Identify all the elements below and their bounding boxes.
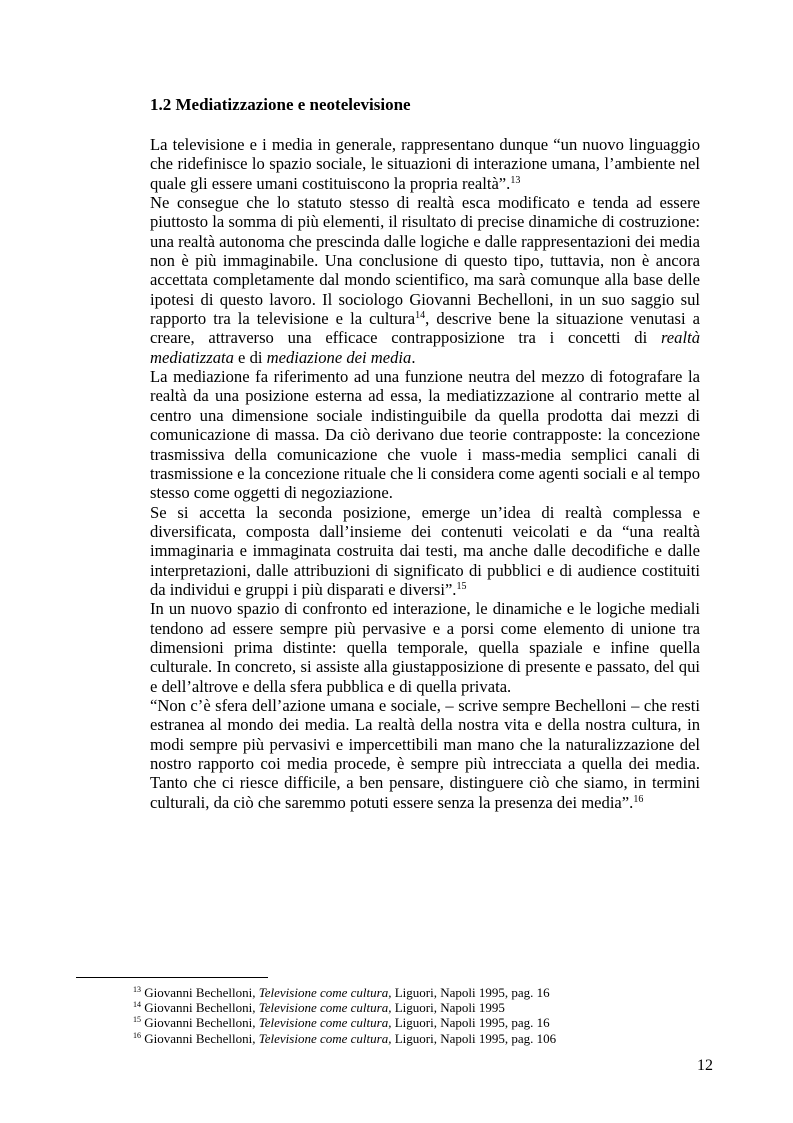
footnote-16: $^{16}$ Giovanni Bechelloni, Televisione come cultura, Liguori, Napoli 1995, pag. 106 — [133, 1030, 557, 1046]
paragraph-6: “Non c’è sfera dell’azione umana e sociale, – scrive sempre Bechelloni – che resti estranea al mondo dei media. La realtà della nostra vita e della nostra cultura, in modi sempre più pervasivi e impercettibili man mano che la naturalizzazione del nostro rapporto coi media procede, è sempre più intrecciata a quella dei media. Tanto che ci riesce difficile, a ben pensare, distinguere ciò che siamo, in termini culturali, da ciò che saremmo potuti essere senza la presenza dei media”.$^{16}$ — [150, 695, 700, 812]
paragraph-4: Se si accetta la seconda posizione, emerge un’idea di realtà complessa e diversificata, composta dall’insieme dei contenuti veicolati e da “una realtà immaginaria e immaginata costruita dai testi, ma anche dalle decodifiche e dalle interpretazioni, dalle attribuzioni di significato di pubblici e di audience costituiti da individui e gruppi i più disparati e diversi”.$^{15}$ — [150, 502, 700, 599]
footnote-ref-15[interactable]: 15 — [456, 580, 467, 592]
body-text — [150, 135, 700, 812]
paragraph-3: La mediazione fa riferimento ad una funzione neutra del mezzo di fotografare la realtà da una posizione esterna ad essa, la mediatizzazione al contrario mette al centro una dimensione sociale indistinguibile da quella prodotta dai mezzi di comunicazione di massa. Da ciò derivano due teorie contrapposte: la concezione trasmissiva della comunicazione che vuole i mass-media semplici canali di trasmissione e la concezione rituale che li considera come agenti sociali e al tempo stesso come oggetti di negoziazione. — [150, 367, 700, 503]
footnotes — [133, 985, 733, 1046]
footnote-ref-14[interactable]: 14 — [415, 310, 426, 322]
term-mediazione-dei-media: mediazione dei media — [266, 347, 412, 367]
paragraph-1: La televisione e i media in generale, rappresentano dunque “un nuovo linguaggio che ridefinisce lo spazio sociale, le situazioni di interazione umana, l’ambiente nel quale gli essere umani costituiscono la propria realtà”.$^{13}$ — [150, 135, 700, 193]
paragraph-2: Ne consegue che lo statuto stesso di realtà esca modificato e tenda ad essere piuttosto la somma di più elementi, il risultato di precise dinamiche di costruzione: una realtà autonoma che prescinda dalle logiche e dalle rappresentazioni dei media non è più immaginabile. Una conclusione di questo tipo, tuttavia, non è ancora accettata completamente dal mondo scientifico, ma sarà comunque alla base delle ipotesi di questo lavoro. Il sociologo Giovanni Bechelloni, in un suo saggio sul rapporto tra la televisione e la cultura$^{14}$, descrive bene la situazione venutasi a creare, attraverso una efficace contrapposizione tra i concetti di realtà mediatizzata e di mediazione dei media. — [150, 193, 700, 367]
footnote-ref-16[interactable]: 16 — [633, 793, 644, 805]
term-realta-mediatizzata: realtà mediatizzata — [150, 328, 700, 367]
footnote-14: $^{14}$ Giovanni Bechelloni, Televisione come cultura, Liguori, Napoli 1995 — [133, 1000, 505, 1016]
section-heading: 1.2 Mediatizzazione e neotelevisione — [150, 95, 411, 114]
paragraph-5: In un nuovo spazio di confronto ed interazione, le dinamiche e le logiche mediali tendono ad essere sempre più pervasive e a porsi come elemento di unione tra dimensioni prima distinte: quella temporale, quella spaziale e infine quella culturale. In concreto, si assiste alla giustapposizione di presente e passato, del qui e dell’altrove e della sfera pubblica e di quella privata. — [150, 599, 700, 696]
footnote-separator — [76, 977, 268, 978]
footnote-13: $^{13}$ Giovanni Bechelloni, Televisione come cultura, Liguori, Napoli 1995, pag. 16 — [133, 985, 550, 1000]
footnote-ref-13[interactable]: 13 — [510, 174, 521, 186]
footnote-15: $^{15}$ Giovanni Bechelloni, Televisione come cultura, Liguori, Napoli 1995, pag. 16 — [133, 1015, 550, 1031]
page-number: 12 — [697, 1057, 713, 1074]
